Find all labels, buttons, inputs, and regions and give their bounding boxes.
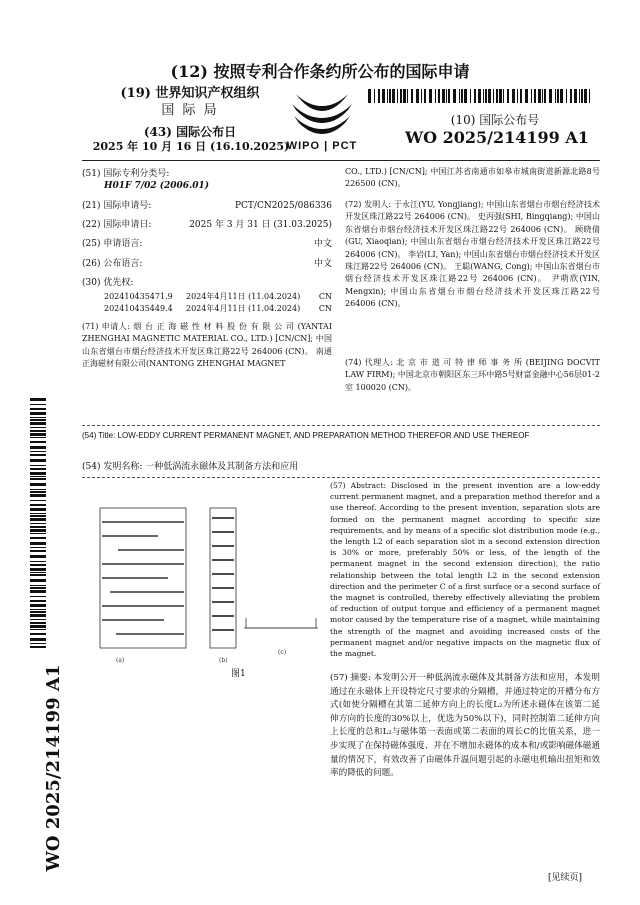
applicant-text: (71) 申请人: 烟 台 正 海 磁 性 材 料 股 份 有 限 公 司 (YANTAI ZHENGHAI MAGNETIC MATERIAL CO., LTD.) [CN/CN]; 中国山东省烟台市烟台经济技术开发区珠江路22号 264006 (CN)。 南通正海磁材有限公司(NANTONG ZHENGHAI MAGNET bbox=[82, 322, 332, 369]
barcode-bar bbox=[30, 437, 46, 438]
barcode-bar bbox=[570, 89, 572, 103]
pub-date: 2025 年 10 月 16 日 (16.10.2025) bbox=[92, 140, 290, 153]
barcode-bar bbox=[30, 523, 46, 524]
barcode-bar bbox=[30, 529, 46, 532]
barcode-bar bbox=[531, 89, 532, 103]
label-b: (b) bbox=[219, 657, 228, 664]
priority-country: CN bbox=[318, 292, 332, 301]
barcode-bar bbox=[30, 504, 46, 506]
label-a: (a) bbox=[116, 657, 125, 664]
barcode-bar bbox=[470, 89, 471, 103]
app-no-value: PCT/CN2025/086336 bbox=[234, 201, 332, 211]
barcode-bar bbox=[30, 611, 46, 613]
barcode-bar bbox=[403, 89, 406, 103]
barcode-bar bbox=[438, 89, 440, 103]
filing-lang-label: (25) 申请语言: bbox=[82, 239, 143, 249]
barcode-bar bbox=[446, 89, 447, 103]
barcode-bar bbox=[474, 89, 476, 103]
barcode-bar bbox=[566, 89, 567, 103]
barcode-bar bbox=[30, 515, 46, 517]
barcode-bar bbox=[30, 590, 46, 593]
pub-lang-value: 中文 bbox=[313, 259, 332, 269]
barcode-bar bbox=[429, 89, 432, 103]
priority-row bbox=[104, 291, 332, 303]
barcode-bar bbox=[30, 422, 46, 425]
barcode-bar bbox=[453, 89, 456, 103]
barcode-bar bbox=[424, 89, 426, 103]
barcode-bar bbox=[421, 89, 422, 103]
title-english: (54) Title: LOW-EDDY CURRENT PERMANENT MAGNET, AND PREPARATION METHOD THEREFOR AND USE THEREOF bbox=[82, 431, 530, 440]
filing-date-value: 2025 年 3 月 31 日 (31.03.2025) bbox=[189, 220, 332, 230]
barcode-bar bbox=[30, 451, 46, 452]
pub-no-label: (10) 国际公布号 bbox=[450, 113, 540, 127]
barcode-bar bbox=[416, 89, 419, 103]
barcode-bar bbox=[589, 89, 590, 103]
priority-number: 202410435471.9 bbox=[104, 292, 173, 301]
barcode-bar bbox=[534, 89, 536, 103]
barcode-bar bbox=[493, 89, 494, 103]
barcode-bar bbox=[30, 476, 46, 477]
pub-number: WO 2025/214199 A1 bbox=[405, 128, 589, 147]
agent-text: (74) 代理人: 北 京 市 道 可 特 律 师 事 务 所 (BEIJING DOCVIT LAW FIRM); 中国北京市朝阳区东三环中路5号财富金融中心56层01-2室 100020 (CN)。 bbox=[345, 358, 600, 392]
barcode-bar bbox=[30, 609, 46, 610]
barcode-bar bbox=[30, 533, 46, 534]
barcode-bar bbox=[30, 587, 46, 589]
label-c: (c) bbox=[278, 649, 287, 656]
barcode-bar bbox=[30, 555, 46, 558]
pub-lang-field bbox=[82, 258, 332, 270]
barcode-bar bbox=[30, 574, 46, 576]
barcode-bar bbox=[30, 500, 46, 501]
priority-date: 2024年4月11日 (11.04.2024) bbox=[186, 292, 301, 301]
barcode-bar bbox=[544, 89, 546, 103]
barcode-bar bbox=[581, 89, 583, 103]
barcode-bar bbox=[478, 89, 481, 103]
barcode-bar bbox=[517, 89, 518, 103]
international-bureau: 国 际 局 bbox=[161, 103, 219, 118]
ipc-field bbox=[82, 168, 332, 192]
title-divider-lower bbox=[82, 477, 600, 478]
filing-date-label: (22) 国际申请日: bbox=[82, 220, 152, 230]
barcode-bar bbox=[411, 89, 413, 103]
barcode-bar bbox=[30, 508, 46, 511]
barcode-bar bbox=[30, 419, 46, 421]
barcode-bar bbox=[542, 89, 543, 103]
continued-note: [见续页] bbox=[548, 873, 583, 883]
barcode-bar bbox=[584, 89, 587, 103]
barcode-bar bbox=[30, 472, 46, 475]
barcode-bar bbox=[30, 568, 46, 571]
pub-lang-label: (26) 公布语言: bbox=[82, 259, 143, 269]
barcode-bar bbox=[30, 638, 46, 641]
filing-lang-value: 中文 bbox=[313, 239, 332, 249]
barcode-bar bbox=[574, 89, 577, 103]
barcode-bar bbox=[442, 89, 445, 103]
barcode-bar bbox=[30, 459, 46, 462]
barcode-bar bbox=[30, 550, 46, 552]
barcode-bar bbox=[30, 465, 46, 466]
barcode-bar bbox=[30, 619, 46, 620]
barcode-bar bbox=[555, 89, 556, 103]
panel-c-outline bbox=[246, 618, 316, 628]
wipo-org-name: (19) 世界知识产权组织 bbox=[120, 86, 260, 101]
barcode-bar bbox=[485, 89, 487, 103]
barcode-bar bbox=[30, 542, 46, 545]
barcode-bar bbox=[30, 446, 46, 449]
barcode-bar bbox=[368, 89, 371, 103]
side-pub-number: WO 2025/214199 A1 bbox=[43, 664, 64, 872]
barcode-bar bbox=[392, 89, 395, 103]
title-divider bbox=[82, 425, 600, 426]
barcode-bar bbox=[30, 572, 46, 573]
ipc-label: (51) 国际专利分类号: bbox=[82, 169, 170, 179]
barcode-bar bbox=[496, 89, 498, 103]
barcode-bar bbox=[30, 646, 46, 648]
document-type-title: (12) 按照专利合作条约所公布的国际申请 bbox=[170, 62, 470, 81]
filing-date-field bbox=[82, 219, 332, 231]
ipc-value: H01F 7/02 (2006.01) bbox=[104, 181, 209, 191]
barcode-bar bbox=[400, 89, 402, 103]
barcode-bar bbox=[30, 430, 46, 432]
priority-country: CN bbox=[318, 304, 332, 313]
barcode-bar bbox=[30, 537, 46, 539]
barcode-bar bbox=[30, 398, 46, 401]
barcode-bar bbox=[448, 89, 450, 103]
side-barcode bbox=[30, 398, 46, 648]
barcode-bar bbox=[30, 489, 46, 490]
barcode-bar bbox=[503, 89, 504, 103]
wipo-pct-text: WIPO | PCT bbox=[286, 140, 358, 152]
barcode-bar bbox=[30, 629, 46, 630]
barcode-bar bbox=[387, 89, 388, 103]
barcode-bar bbox=[30, 513, 46, 514]
priority-list bbox=[104, 291, 332, 315]
barcode-bar bbox=[30, 622, 46, 624]
barcode-bar bbox=[560, 89, 563, 103]
applicant-continued: CO., LTD.) [CN/CN]; 中国江苏省南通市如皋市城南街道新源北路8号 226500 (CN)。 bbox=[345, 167, 600, 189]
barcode-bar bbox=[30, 478, 46, 480]
barcode-bar bbox=[520, 89, 522, 103]
barcode-bar bbox=[30, 408, 46, 410]
barcode-bar bbox=[488, 89, 491, 103]
barcode-bar bbox=[30, 614, 46, 617]
barcode-bar bbox=[30, 561, 46, 562]
pub-date-label: (43) 国际公布日 bbox=[143, 125, 237, 139]
barcode-bar bbox=[30, 433, 46, 436]
barcode-bar bbox=[435, 89, 436, 103]
barcode-bar bbox=[30, 483, 46, 486]
barcode-bar bbox=[374, 89, 375, 103]
barcode-bar bbox=[30, 427, 46, 428]
title-chinese: (54) 发明名称: 一种低涡流永磁体及其制备方法和应用 bbox=[82, 462, 299, 472]
priority-label: (30) 优先权: bbox=[82, 278, 134, 288]
barcode-bar bbox=[461, 89, 463, 103]
barcode-bar bbox=[397, 89, 398, 103]
barcode-bar bbox=[549, 89, 552, 103]
barcode-bar bbox=[382, 89, 385, 103]
priority-row bbox=[104, 303, 332, 315]
barcode-bar bbox=[30, 633, 46, 635]
barcode-bar bbox=[378, 89, 380, 103]
top-barcode bbox=[368, 89, 592, 103]
wipo-logo bbox=[282, 88, 362, 158]
barcode-bar bbox=[557, 89, 559, 103]
inventors-text: (72) 发明人: 于永江(YU, Yongjiang); 中国山东省烟台市烟台经济技术开发区珠江路22号 264006 (CN)。 史丙强(SHI, Bingqiang); 中国山东省烟台市烟台经济技术开发区珠江路22号 264006 (CN)。 顾晓倩(GU, Xiaoqian); 中国山东省烟台市烟台经济技术开发区珠江路22号 264006 (CN)。 李岩(LI, Yan); 中国山东省烟台市烟台经济技术开发区珠江路22号 264006 (CN)。 王聪(WANG, Cong); 中国山东省烟台市烟台经济技术开发区珠江路22号 264006 (CN)。 尹萌欣(YIN, Mengxin); 中国山东省烟台市烟台经济技术开发区珠江路22号 264006 (CN)。 bbox=[345, 200, 600, 309]
barcode-bar bbox=[30, 596, 46, 597]
barcode-bar bbox=[389, 89, 391, 103]
barcode-bar bbox=[30, 526, 46, 528]
panel-b-outline bbox=[210, 508, 236, 648]
barcode-bar bbox=[30, 468, 46, 470]
priority-date: 2024年4月11日 (11.04.2024) bbox=[186, 304, 301, 313]
barcode-bar bbox=[30, 585, 46, 586]
barcode-bar bbox=[507, 89, 509, 103]
barcode-bar bbox=[459, 89, 460, 103]
barcode-bar bbox=[525, 89, 528, 103]
barcode-bar bbox=[30, 643, 46, 644]
barcode-bar bbox=[30, 494, 46, 497]
barcode-bar bbox=[30, 604, 46, 607]
barcode-bar bbox=[30, 547, 46, 548]
barcode-bar bbox=[464, 89, 467, 103]
filing-lang-field bbox=[82, 238, 332, 250]
barcode-bar bbox=[30, 454, 46, 456]
magnet-drawing bbox=[88, 492, 326, 680]
app-no-label: (21) 国际申请号: bbox=[82, 201, 152, 211]
abstract-english: (57) Abstract: Disclosed in the present invention are a low-eddy current permanent magnet, and a preparation method therefor and a use thereof. According to the present invention, separation slots are formed on the permanent magnet according to specific size requirements, and by means of a specific slot distribution mode (e.g., the length L2 of each separation slot in a second extension direction is 30% or more, preferably 50% or less, of the length of the permanent magnet in the second extension direction), the ratio relationship between the total length L2 in the second extension direction and the perimeter C of a first surface or a second surface of the magnet is controlled, thereby effectively alleviating the problem of reduction of output torque and efficiency of a permanent magnet motor caused by the temperature rise of a magnet, while maintaining the strength of the magnet and avoiding increased costs of the permanent magnet and/or negative impacts on the magnetic flux of the magnet. bbox=[330, 481, 600, 659]
figure-1 bbox=[88, 492, 326, 680]
figure-caption: 图1 bbox=[231, 669, 246, 679]
barcode-bar bbox=[30, 579, 46, 582]
priority-number: 202410435449.4 bbox=[104, 304, 173, 313]
barcode-bar bbox=[30, 441, 46, 443]
app-no-field bbox=[82, 200, 332, 212]
barcode-bar bbox=[30, 625, 46, 628]
header-divider bbox=[82, 160, 600, 161]
barcode-bar bbox=[30, 600, 46, 602]
barcode-bar bbox=[538, 89, 541, 103]
barcode-bar bbox=[407, 89, 408, 103]
barcode-bar bbox=[30, 412, 46, 415]
barcode-bar bbox=[483, 89, 484, 103]
barcode-bar bbox=[579, 89, 580, 103]
barcode-bar bbox=[30, 417, 46, 418]
barcode-bar bbox=[30, 518, 46, 521]
barcode-bar bbox=[30, 564, 46, 566]
barcode-bar bbox=[30, 491, 46, 493]
barcode-bar bbox=[30, 404, 46, 405]
abstract-chinese: (57) 摘要: 本发明公开一种低涡流永磁体及其制备方法和应用，本发明通过在永磁体上开设特定尺寸要求的分隔槽，并通过特定的开槽分布方式(如使分隔槽在其第二延伸方向上的长度L₂为所述永磁体在该第二延伸方向的长度的30%以上，优选为50%以下)，同时控制第二延伸方向上长度的总和L₂与磁体第一表面或第二表面的周长C的比值关系，进一步实现了在保持磁体强度、并在不增加永磁体的成本和/或影响磁体磁通量的情况下，有效改善了由磁体升温问题引起的永磁电机输出扭矩和效率的降低的问题。 bbox=[330, 673, 600, 779]
barcode-bar bbox=[512, 89, 515, 103]
barcode-bar bbox=[499, 89, 502, 103]
